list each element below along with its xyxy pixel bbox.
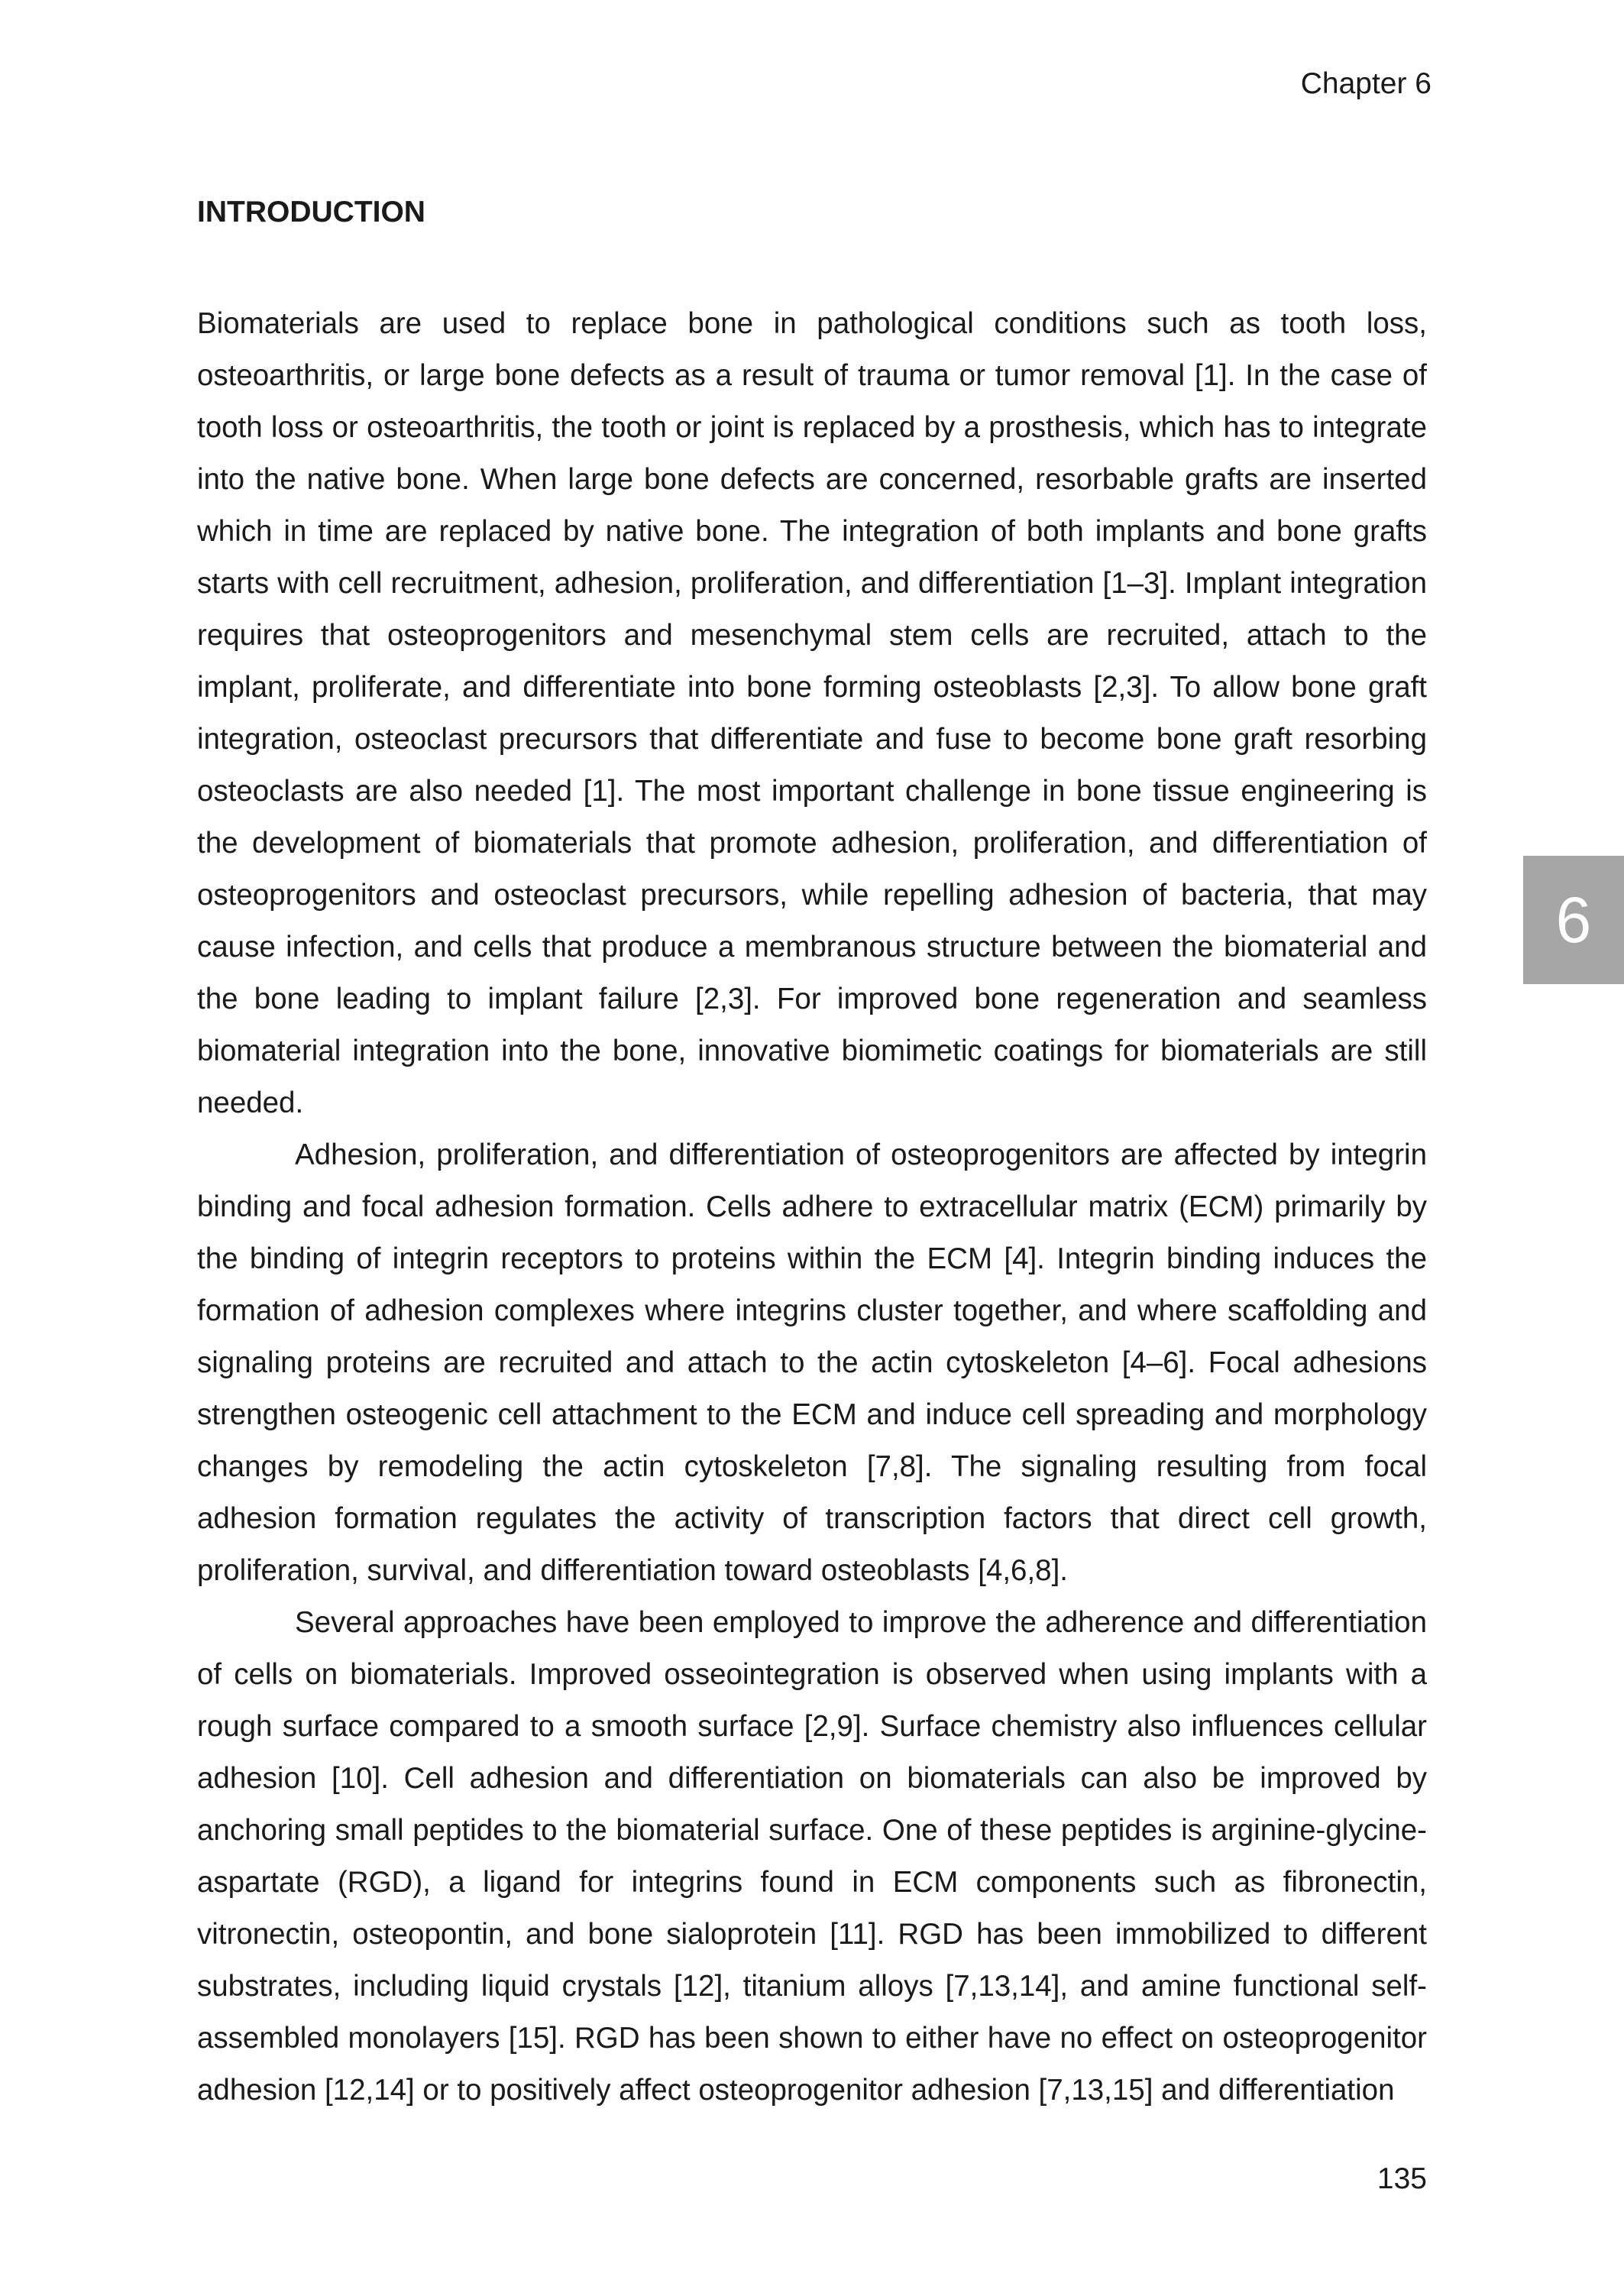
section-heading: INTRODUCTION: [197, 196, 425, 228]
running-head: Chapter 6: [1300, 67, 1432, 100]
paragraph: Biomaterials are used to replace bone in pathological conditions such as tooth loss, osteoarthritis, or large bone defects as a result of trauma or tumor removal [1]. In the case of tooth loss or osteoarthritis, the tooth or joint is replaced by a prosthesis, which has to integrate into the native bone. When large bone defects are concerned, resorbable grafts are inserted which in time are replaced by native bone. The integration of both implants and bone grafts starts with cell recruitment, adhesion, proliferation, and differentiation [1–3]. Implant integration requires that osteoprogenitors and mesenchymal stem cells are recruited, attach to the implant, proliferate, and differentiate into bone forming osteoblasts [2,3]. To allow bone graft integration, osteoclast precursors that differentiate and fuse to become bone graft resorbing osteoclasts are also needed [1]. The most important challenge in bone tissue engineering is the development of biomaterials that promote adhesion, proliferation, and differentiation of osteoprogenitors and osteoclast precursors, while repelling adhesion of bacteria, that may cause infection, and cells that produce a membranous structure between the biomaterial and the bone leading to implant failure [2,3]. For improved bone regeneration and seamless biomaterial integration into the bone, innovative biomimetic coatings for biomaterials are still needed.: [197, 307, 1427, 1119]
chapter-tab: 6: [1523, 856, 1624, 984]
body-text: [197, 298, 1427, 2116]
page-number: 135: [1377, 2162, 1427, 2195]
paragraph: Several approaches have been employed to improve the adherence and differentiation of cells on biomaterials. Improved osseointegration is observed when using implants with a rough surface compared to a smooth surface [2,9]. Surface chemistry also influences cellular adhesion [10]. Cell adhesion and differentiation on biomaterials can also be improved by anchoring small peptides to the biomaterial surface. One of these peptides is arginine-glycine-aspartate (RGD), a ligand for integrins found in ECM components such as fibronectin, vitronectin, osteopontin, and bone sialoprotein [11]. RGD has been immobilized to different substrates, including liquid crystals [12], titanium alloys [7,13,14], and amine functional self-assembled monolayers [15]. RGD has been shown to either have no effect on osteoprogenitor adhesion [12,14] or to positively affect osteoprogenitor adhesion [7,13,15] and differentiation: [197, 1606, 1427, 2107]
paragraph: Adhesion, proliferation, and differentiation of osteoprogenitors are affected by integrin binding and focal adhesion formation. Cells adhere to extracellular matrix (ECM) primarily by the binding of integrin receptors to proteins within the ECM [4]. Integrin binding induces the formation of adhesion complexes where integrins cluster together, and where scaffolding and signaling proteins are recruited and attach to the actin cytoskeleton [4–6]. Focal adhesions strengthen osteogenic cell attachment to the ECM and induce cell spreading and morphology changes by remodeling the actin cytoskeleton [7,8]. The signaling resulting from focal adhesion formation regulates the activity of transcription factors that direct cell growth, proliferation, survival, and differentiation toward osteoblasts [4,6,8].: [197, 1138, 1427, 1587]
